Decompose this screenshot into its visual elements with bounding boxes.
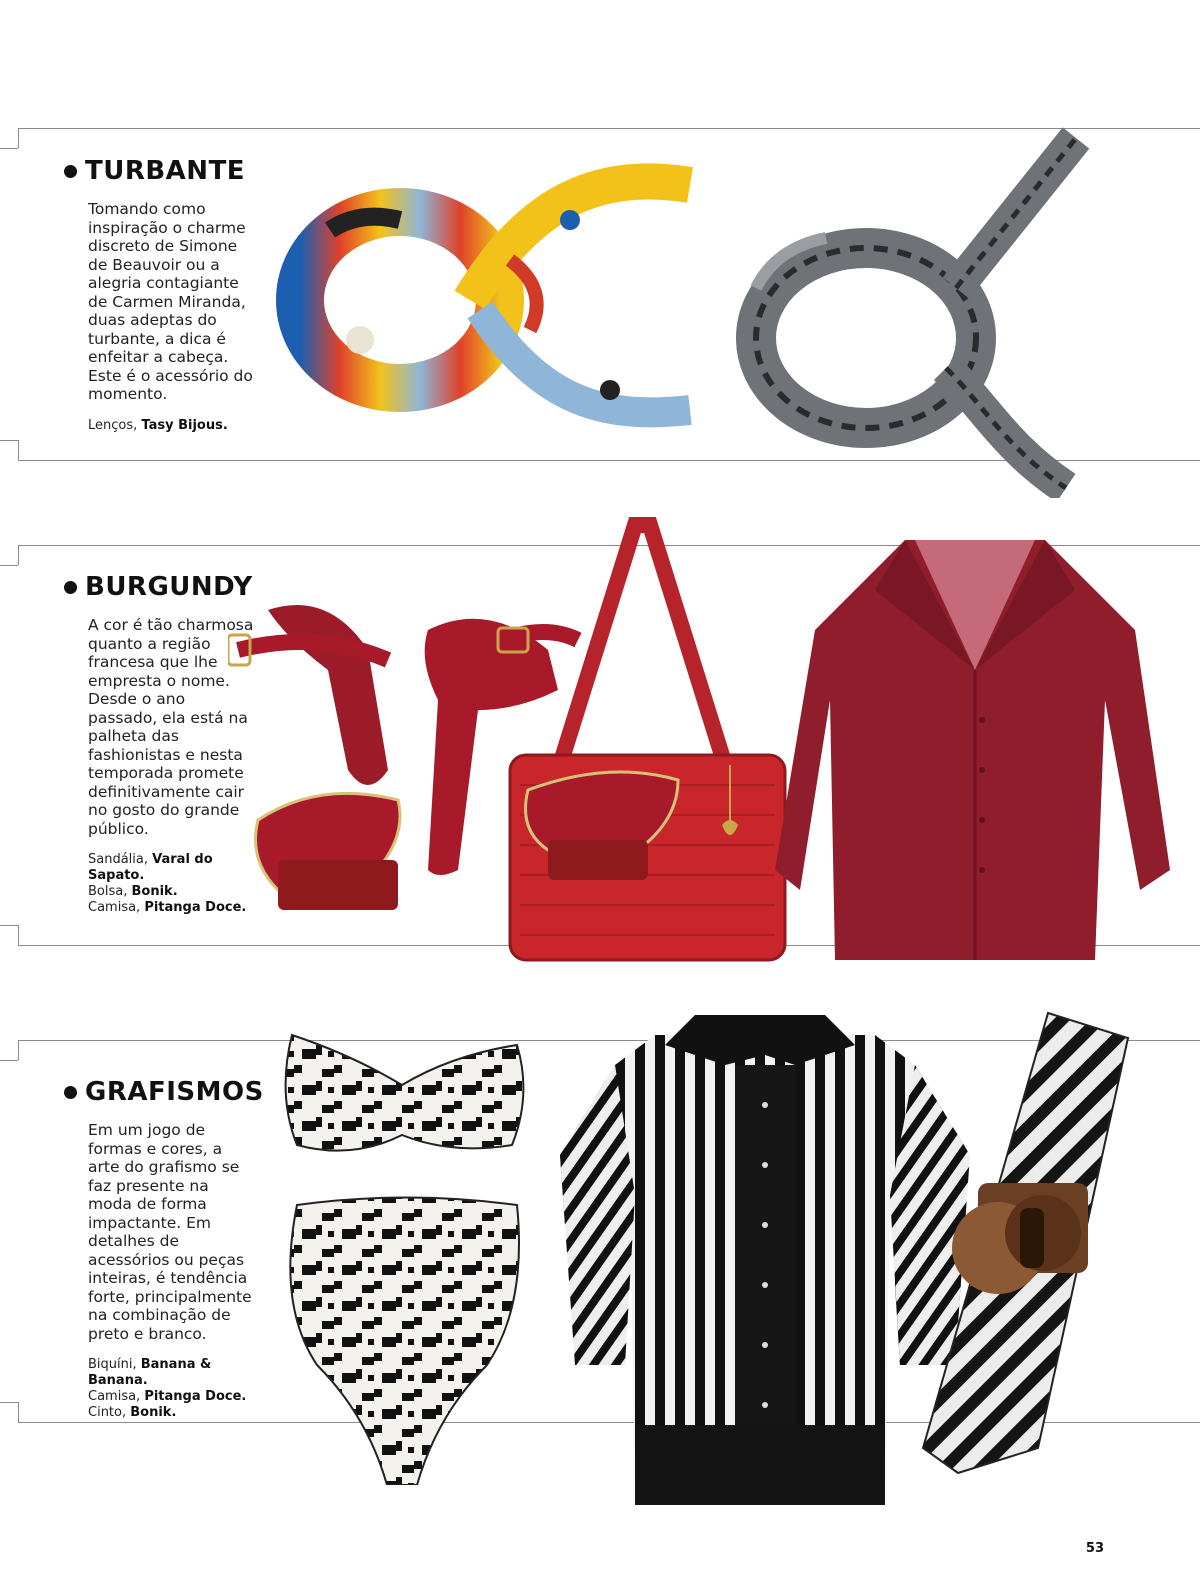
bullet-icon bbox=[64, 581, 77, 594]
grafismos-title: GRAFISMOS bbox=[85, 1077, 264, 1107]
colorful-scarf-photo bbox=[270, 160, 730, 430]
turbante-heading bbox=[64, 156, 264, 186]
bullet-icon bbox=[64, 165, 77, 178]
page-number: 53 bbox=[1085, 1541, 1104, 1556]
burgundy-title: BURGUNDY bbox=[85, 572, 253, 602]
grey-scarf-photo bbox=[726, 118, 1126, 498]
bullet-icon bbox=[64, 1086, 77, 1099]
turbante-text-block bbox=[64, 156, 264, 434]
grafismos-heading bbox=[64, 1077, 264, 1107]
turbante-title: TURBANTE bbox=[85, 156, 246, 186]
sandals-photo bbox=[228, 590, 688, 930]
turbante-body: Tomando como inspiração o charme discreto de Simone de Beauvoir ou a alegria contagiante de Carmen Miranda, duas adeptas do turbante, a dica é enfeitar a cabeça. Este é o acessório do momento. bbox=[88, 200, 253, 403]
turbante-credits: Lenços, Tasy Bijous. bbox=[88, 417, 228, 433]
burgundy-body: A cor é tão charmosa quanto a região francesa que lhe empresta o nome. Desde o ano passado, ela está na palheta das fashionistas e nesta temporada promete definitivamente cair no gosto do grande público. bbox=[88, 616, 254, 838]
grafismos-credits: Biquíni, Banana & Banana. Camisa, Pitanga Doce. Cinto, Bonik. bbox=[88, 1357, 247, 1420]
burgundy-shirt-photo bbox=[775, 530, 1175, 975]
belt-photo bbox=[918, 1008, 1138, 1478]
burgundy-credits: Sandália, Varal do Sapato. Bolsa, Bonik. Camisa, Pitanga Doce. bbox=[88, 852, 247, 915]
striped-shirt-photo bbox=[555, 1005, 975, 1515]
bikini-photo bbox=[282, 1025, 542, 1485]
grafismos-text-block bbox=[64, 1077, 264, 1421]
grafismos-body: Em um jogo de formas e cores, a arte do grafismo se faz presente na moda de forma impactante. Em detalhes de acessórios ou peças inteiras, é tendência forte, principalmente na combinação de preto e branco. bbox=[88, 1121, 252, 1343]
